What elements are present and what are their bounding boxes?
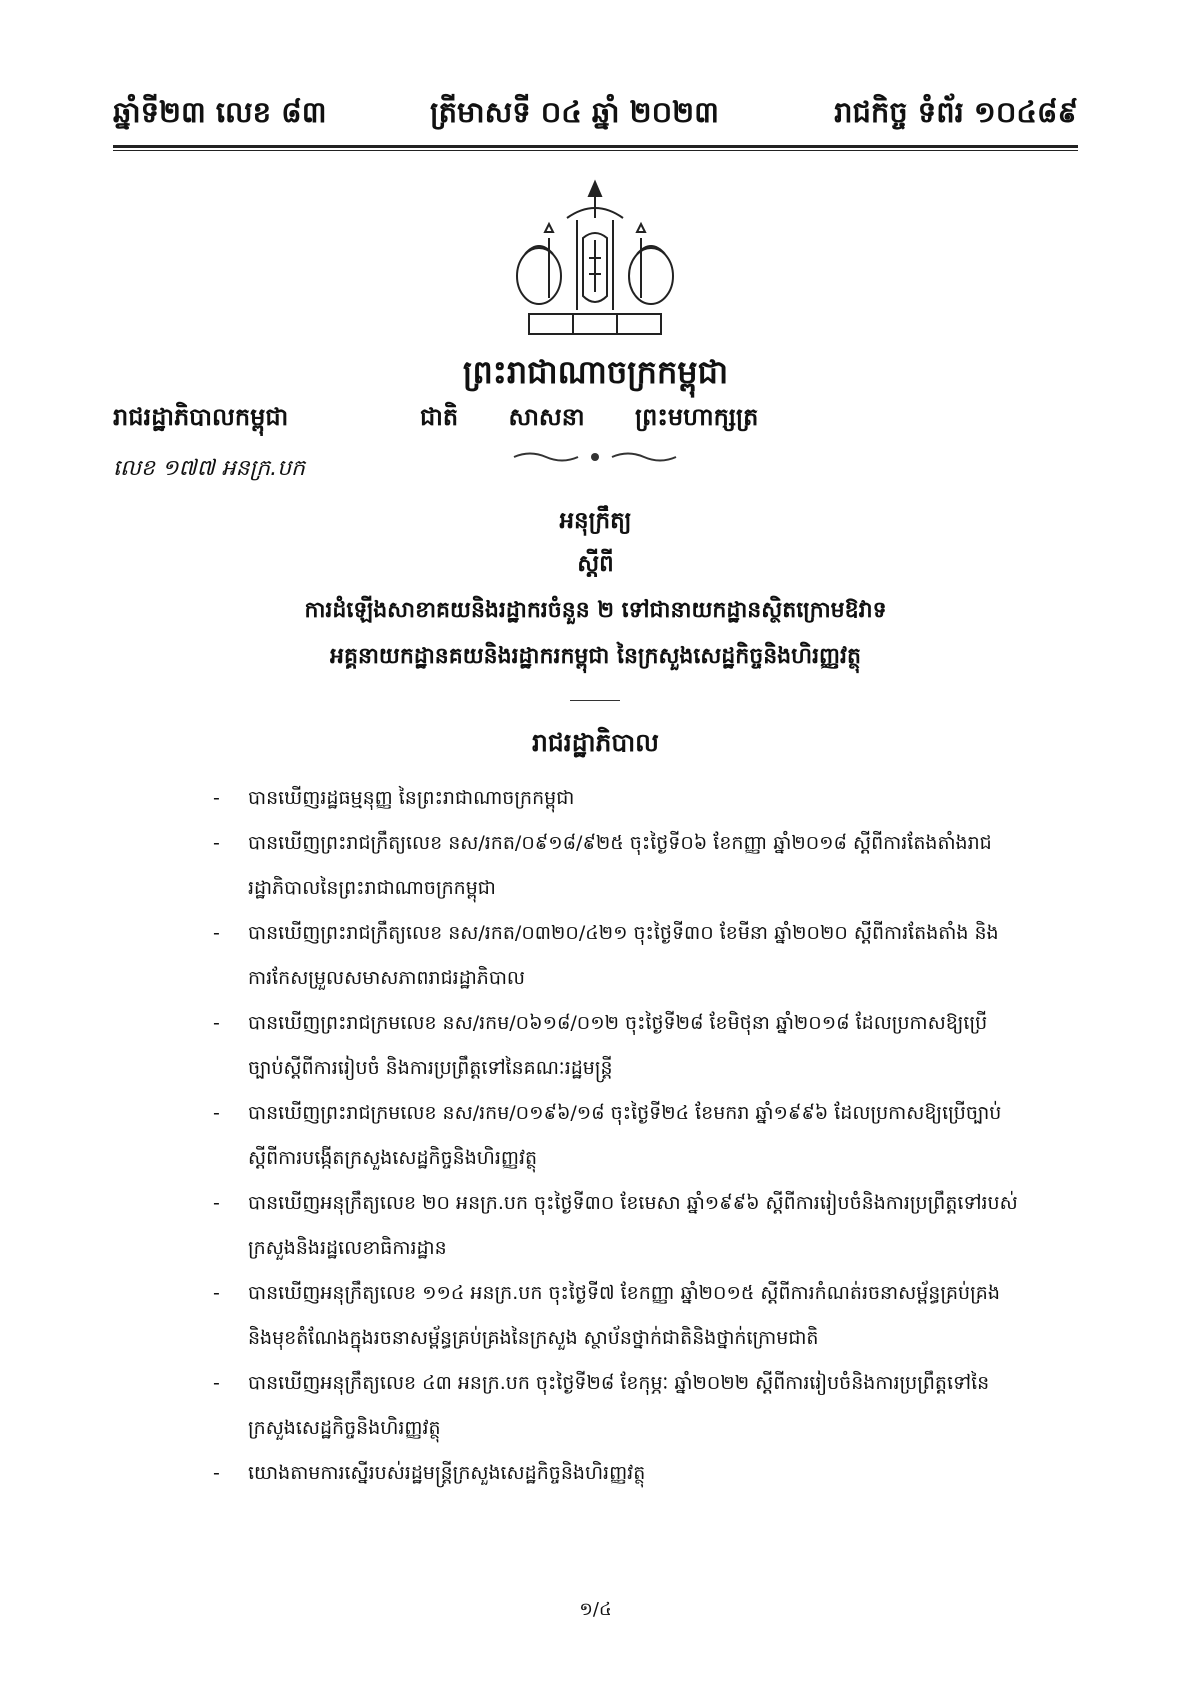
subject-intro: ស្តីពី xyxy=(577,551,614,577)
section-heading: រាជរដ្ឋាភិបាល xyxy=(532,728,659,757)
legal-references-list xyxy=(213,776,1018,1496)
gazette-page: រាជកិច្ច ទំព័រ ១០៤៨៩ xyxy=(834,95,1078,129)
national-motto xyxy=(420,402,800,437)
list-item: - បានឃើញព្រះរាជក្រមលេខ នស/រកម/០៦១៨/០១២ ចុះថ្ងៃទី២៨ ខែមិថុនា ឆ្នាំ២០១៨ ដែលប្រកាសឱ្យប្រើច្បាប់ស្តីពីការរៀបចំ និងការប្រព្រឹត្តទៅនៃគណៈរដ្ឋមន្ត្រី xyxy=(213,1001,1018,1091)
header-rule-thin xyxy=(113,150,1078,151)
subject-line-2: អគ្គនាយកដ្ឋានគយនិងរដ្ឋាករកម្ពុជា នៃក្រសួងសេដ្ឋកិច្ចនិងហិរញ្ញវត្ថុ xyxy=(330,644,861,669)
list-item: - បានឃើញរដ្ឋធម្មនុញ្ញ នៃព្រះរាជាណាចក្រកម្ពុជា xyxy=(213,776,1018,821)
list-item: - បានឃើញព្រះរាជក្រឹត្យលេខ នស/រកត/០៩១៨/៩២៥ ចុះថ្ងៃទី០៦ ខែកញ្ញា ឆ្នាំ២០១៨ ស្តីពីការតែងតាំងរាជរដ្ឋាភិបាលនៃព្រះរាជាណាចក្រកម្ពុជា xyxy=(213,821,1018,911)
gazette-quarter: ត្រីមាសទី ០៤ ឆ្នាំ ២០២៣ xyxy=(430,95,719,129)
gazette-issue: ឆ្នាំទី២៣ លេខ ៨៣ xyxy=(113,95,327,129)
reference-number: លេខ ១៧៧ អនក្រ.បក xyxy=(113,456,305,481)
list-item: - បានឃើញព្រះរាជក្រឹត្យលេខ នស/រកត/០៣២០/៤២១ ចុះថ្ងៃទី៣០ ខែមីនា ឆ្នាំ២០២០ ស្តីពីការតែងតាំង និងការកែសម្រួលសមាសភាពរាជរដ្ឋាភិបាល xyxy=(213,911,1018,1001)
list-item: - បានឃើញអនុក្រឹត្យលេខ ១១៤ អនក្រ.បក ចុះថ្ងៃទី៧ ខែកញ្ញា ឆ្នាំ២០១៥ ស្តីពីការកំណត់រចនាសម្ព័ន្ធគ្រប់គ្រងនិងមុខតំណែងក្នុងរចនាសម្ព័ន្ធគ្រប់គ្រងនៃក្រសួង ស្ថាប័នថ្នាក់ជាតិនិងថ្នាក់ក្រោមជាតិ xyxy=(213,1271,1018,1361)
issuer-name: រាជរដ្ឋាភិបាលកម្ពុជា xyxy=(113,403,289,431)
motto-king: ព្រះមហាក្សត្រ xyxy=(634,403,759,431)
motto-nation: ជាតិ xyxy=(420,403,459,431)
title-separator xyxy=(570,700,620,701)
list-item: - យោងតាមការស្នើរបស់រដ្ឋមន្ត្រីក្រសួងសេដ្ឋកិច្ចនិងហិរញ្ញវត្ថុ xyxy=(213,1451,1018,1496)
royal-coat-of-arms-icon xyxy=(505,178,685,348)
document-type: អនុក្រឹត្យ xyxy=(559,508,632,534)
list-item: - បានឃើញព្រះរាជក្រមលេខ នស/រកម/០១៩៦/១៨ ចុះថ្ងៃទី២៤ ខែមករា ឆ្នាំ១៩៩៦ ដែលប្រកាសឱ្យប្រើច្បាប់ស្តីពីការបង្កើតក្រសួងសេដ្ឋកិច្ចនិងហិរញ្ញវត្ថុ xyxy=(213,1091,1018,1181)
motto-religion: សាសនា xyxy=(508,403,585,431)
divider-ornament-icon xyxy=(510,448,680,466)
list-item: - បានឃើញអនុក្រឹត្យលេខ ៤៣ អនក្រ.បក ចុះថ្ងៃទី២៨ ខែកុម្ភៈ ឆ្នាំ២០២២ ស្តីពីការរៀបចំនិងការប្រព្រឹត្តទៅនៃក្រសួងសេដ្ឋកិច្ចនិងហិរញ្ញវត្ថុ xyxy=(213,1361,1018,1451)
list-item: - បានឃើញអនុក្រឹត្យលេខ ២០ អនក្រ.បក ចុះថ្ងៃទី៣០ ខែមេសា ឆ្នាំ១៩៩៦ ស្តីពីការរៀបចំនិងការប្រព្រឹត្តទៅរបស់ក្រសួងនិងរដ្ឋលេខាធិការដ្ឋាន xyxy=(213,1181,1018,1271)
page-indicator: ១/៤ xyxy=(579,1599,612,1620)
subject-line-1: ការដំឡើងសាខាគយនិងរដ្ឋាករចំនួន ២ ទៅជានាយកដ្ឋានស្ថិតក្រោមឱវាទ xyxy=(304,598,887,623)
kingdom-name: ព្រះរាជាណាចក្រកម្ពុជា xyxy=(462,353,729,391)
header-rule-thick xyxy=(113,145,1078,148)
